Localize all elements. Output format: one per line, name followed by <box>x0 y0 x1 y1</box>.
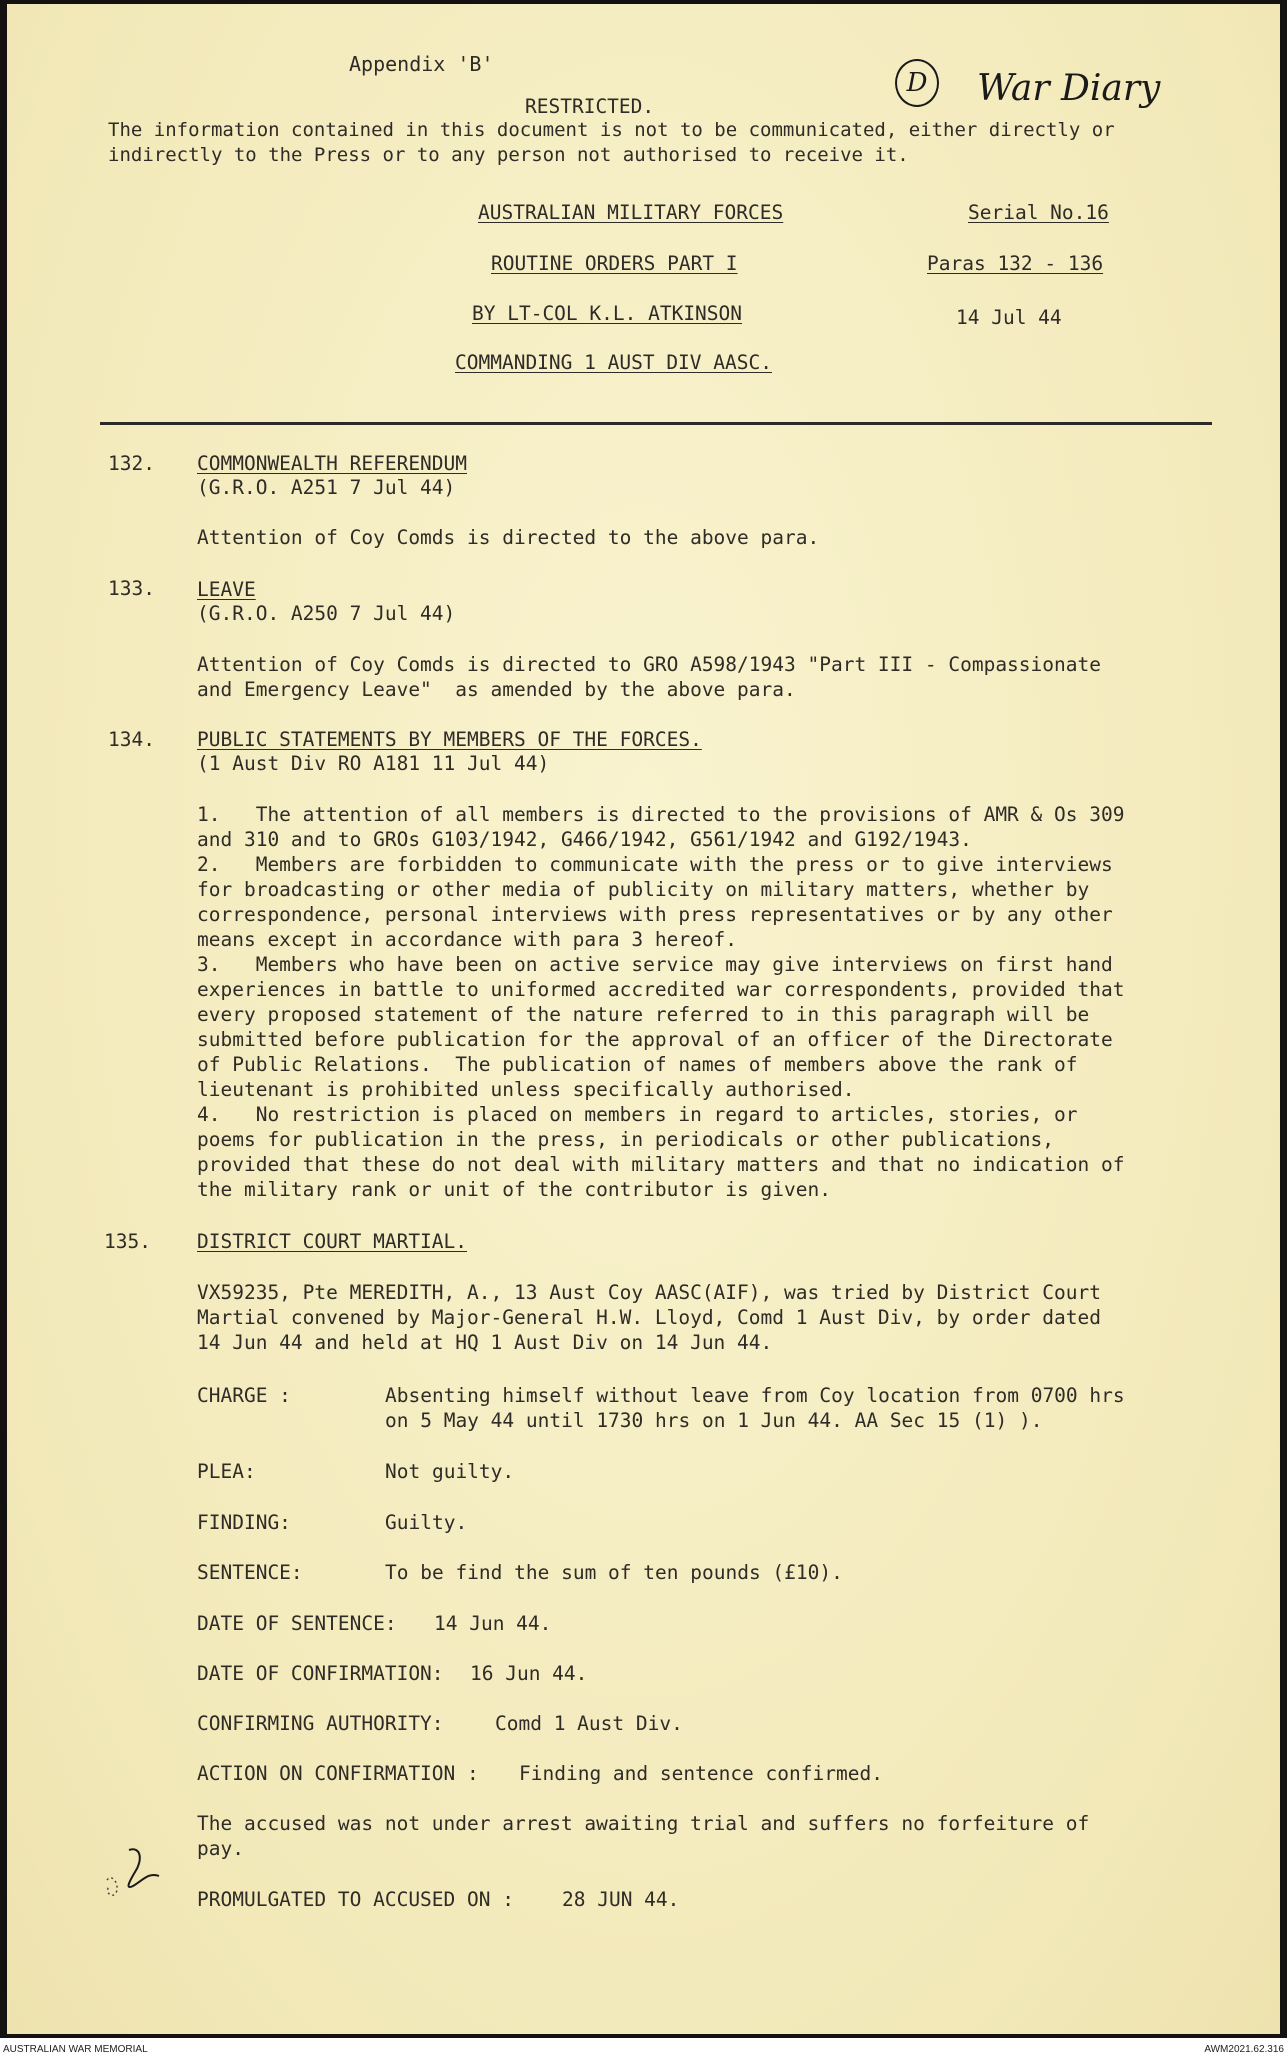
sentence-value: To be find the sum of ten pounds (£10). <box>385 1561 843 1584</box>
date-of-sentence-label: DATE OF SENTENCE: <box>197 1612 397 1635</box>
para-number: 135. <box>104 1230 151 1253</box>
para-title: COMMONWEALTH REFERENDUM <box>197 452 468 475</box>
paras-range: Paras 132 - 136 <box>927 252 1104 275</box>
para-body: Attention of Coy Comds is directed to GRO A598/1943 "Part III - Compassionate and Emergency Leave" as amended by the above para. <box>197 653 1101 701</box>
footer-institution: AUSTRALIAN WAR MEMORIAL <box>3 2044 148 2055</box>
archive-footer <box>0 2038 1287 2061</box>
promulgated-value: 28 JUN 44. <box>562 1888 680 1911</box>
action-on-confirmation-label: ACTION ON CONFIRMATION : <box>197 1762 479 1785</box>
para-reference: (G.R.O. A251 7 Jul 44) <box>197 476 456 499</box>
promulgated-label: PROMULGATED TO ACCUSED ON : <box>197 1888 514 1911</box>
para-number: 133. <box>108 577 155 600</box>
para-body: VX59235, Pte MEREDITH, A., 13 Aust Coy AASC(AIF), was tried by District Court Martial convened by Major-General H.W. Lloyd, Comd 1 Aust Div, by order dated 14 Jun 44 and held at HQ 1 Aust Div on 14 Jun 44. <box>197 1281 1101 1354</box>
date-of-confirmation-label: DATE OF CONFIRMATION: <box>197 1662 444 1685</box>
date-of-sentence-value: 14 Jun 44. <box>434 1612 552 1635</box>
charge-line-2: on 5 May 44 until 1730 hrs on 1 Jun 44. AA Sec 15 (1) ). <box>385 1409 1043 1432</box>
date-of-confirmation-value: 16 Jun 44. <box>470 1662 588 1685</box>
commanding-line: COMMANDING 1 AUST DIV AASC. <box>455 351 772 374</box>
handwritten-initials-icon <box>99 1842 179 1902</box>
notice-line-2: indirectly to the Press or to any person not authorised to receive it. <box>108 144 909 166</box>
appendix-label: Appendix 'B' <box>349 52 494 76</box>
para-reference: (1 Aust Div RO A181 11 Jul 44) <box>197 752 550 775</box>
org-title: AUSTRALIAN MILITARY FORCES <box>478 201 784 224</box>
para-body: 1. The attention of all members is directed to the provisions of AMR & Os 309 and 310 and to GROs G103/1942, G466/1942, G561/1942 and G192/1943. 2. Members are forbidden to communicate with the press or to give interviews for broadcasting or other media of publicity on military matters, whether by correspondence, personal interviews with press representatives or by any other means except in accordance with para 3 hereof. 3. Members who have been on active service may give interviews on first hand experiences in battle to uniformed accredited war correspondents, provided that every proposed statement of the nature referred to in this paragraph will be submitted before publication for the approval of an officer of the Directorate of Public Relations. The publication of names of members above the rank of lieutenant is prohibited unless specifically authorised. 4. No restriction is placed on members in regard to articles, stories, or poems for publication in the press, in periodicals or other publications, provided that these do not deal with military matters and that no indication of the military rank or unit of the contributor is given. <box>197 803 1125 1201</box>
document-page <box>7 4 1280 2034</box>
issue-date: 14 Jul 44 <box>956 306 1062 329</box>
header-divider <box>100 422 1212 425</box>
classification: RESTRICTED. <box>525 95 655 118</box>
plea-label: PLEA: <box>197 1460 256 1483</box>
para-title: DISTRICT COURT MARTIAL. <box>197 1230 468 1253</box>
arrest-note-line-2: pay. <box>197 1837 244 1860</box>
finding-label: FINDING: <box>197 1511 291 1534</box>
plea-value: Not guilty. <box>385 1460 515 1483</box>
para-title: LEAVE <box>197 578 256 601</box>
handwritten-circle-mark: D <box>895 59 939 107</box>
charge-label: CHARGE : <box>197 1384 291 1407</box>
action-on-confirmation-value: Finding and sentence confirmed. <box>519 1762 883 1785</box>
confirming-authority-label: CONFIRMING AUTHORITY: <box>197 1712 444 1735</box>
orders-title: ROUTINE ORDERS PART I <box>491 252 738 275</box>
serial-number: Serial No.16 <box>968 201 1109 224</box>
confirming-authority-value: Comd 1 Aust Div. <box>495 1712 683 1735</box>
sentence-label: SENTENCE: <box>197 1561 303 1584</box>
para-number: 132. <box>108 452 155 475</box>
issued-by: BY LT-COL K.L. ATKINSON <box>472 302 743 325</box>
para-title: PUBLIC STATEMENTS BY MEMBERS OF THE FORCES. <box>197 728 702 751</box>
handwritten-note: War Diary <box>977 68 1161 109</box>
footer-accession-number: AWM2021.62.316 <box>1204 2044 1284 2055</box>
para-body: Attention of Coy Comds is directed to the above para. <box>197 526 820 549</box>
para-number: 134. <box>108 728 155 751</box>
notice-line-1: The information contained in this document is not to be communicated, either directly or <box>108 119 1115 141</box>
arrest-note-line-1: The accused was not under arrest awaiting trial and suffers no forfeiture of <box>197 1812 1090 1835</box>
finding-value: Guilty. <box>385 1511 468 1534</box>
para-reference: (G.R.O. A250 7 Jul 44) <box>197 602 456 625</box>
charge-line-1: Absenting himself without leave from Coy location from 0700 hrs <box>385 1384 1125 1407</box>
